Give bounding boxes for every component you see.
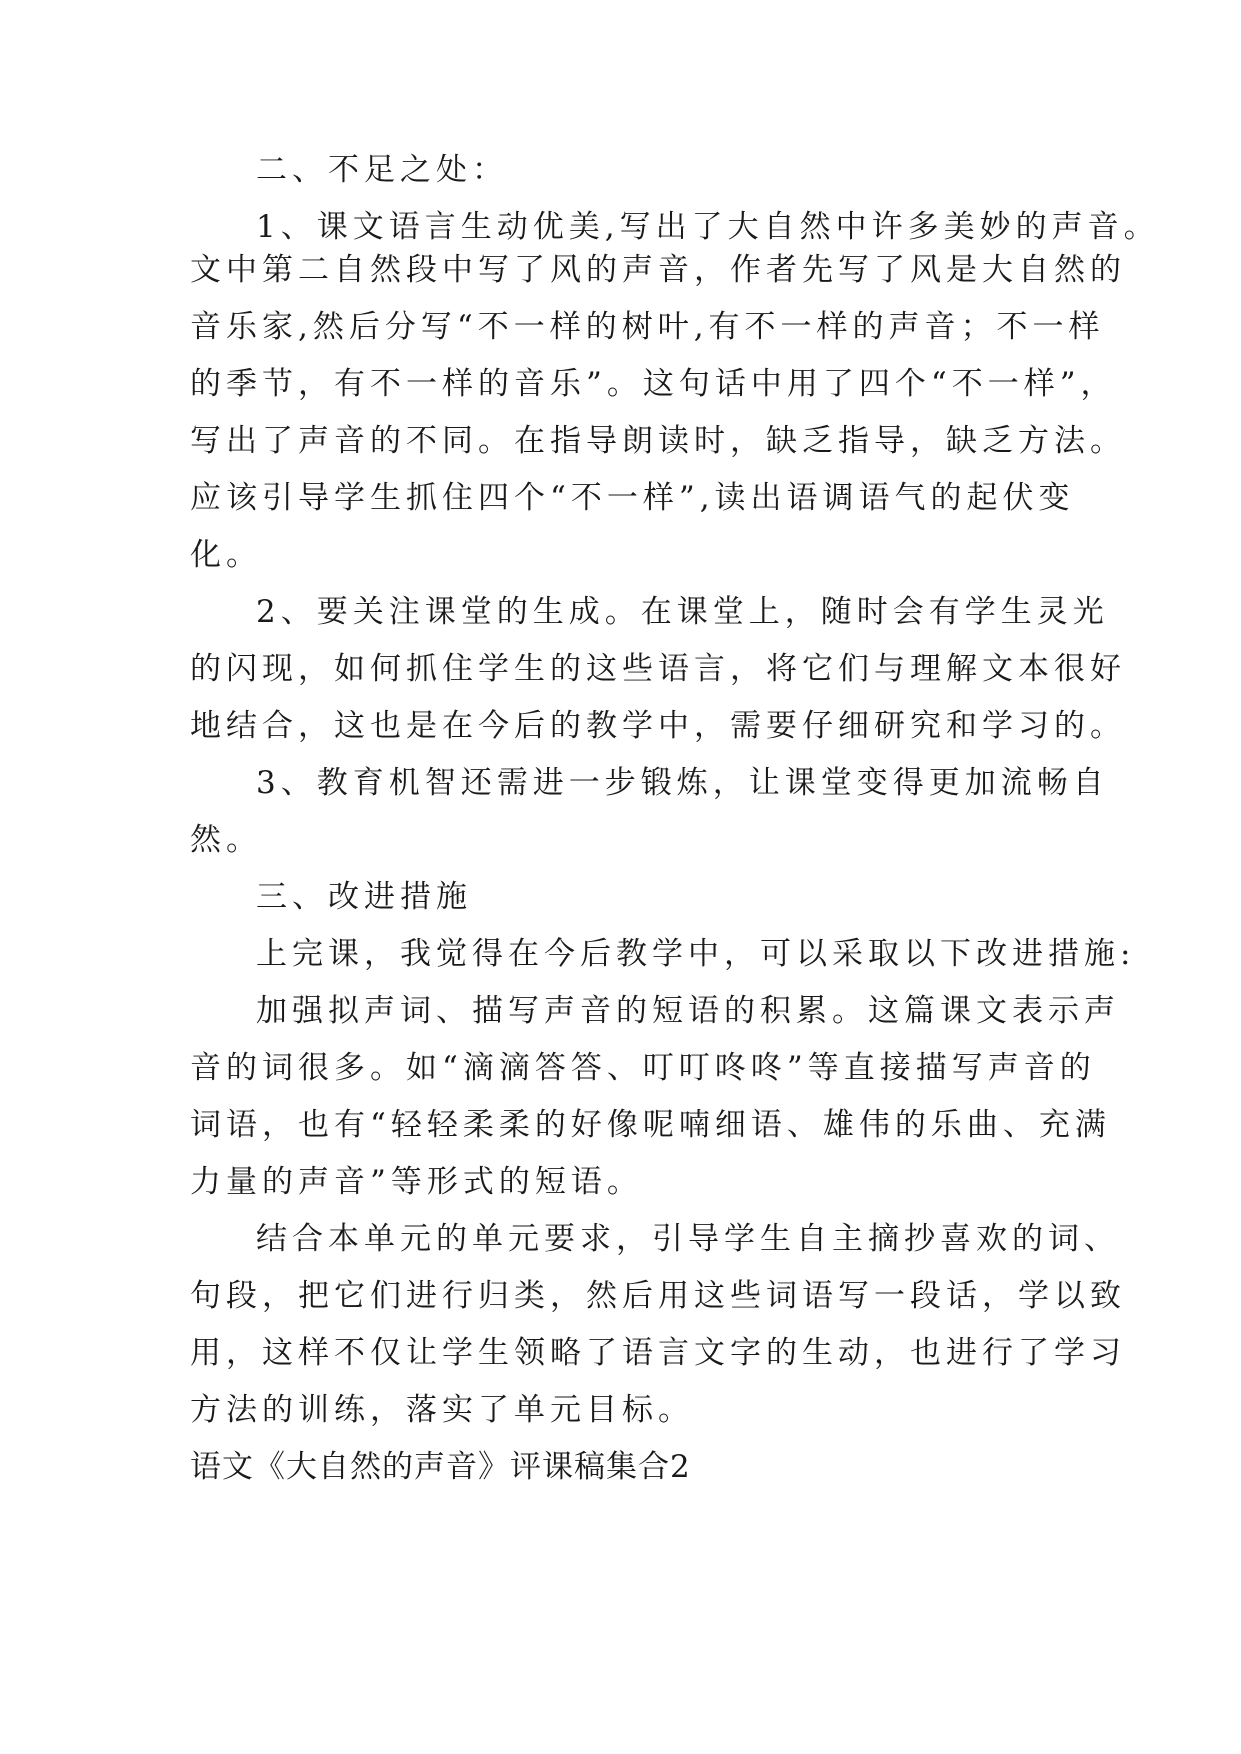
paragraph-line: 地结合，这也是在今后的教学中，需要仔细研究和学习的。 [190,708,1126,744]
paragraph-line: 写出了声音的不同。在指导朗读时，缺乏指导，缺乏方法。 [190,423,1126,459]
paragraph-line: 1、课文语言生动优美,写出了大自然中许多美妙的声音。 [256,209,1160,245]
paragraph-line: 的闪现，如何抓住学生的这些语言，将它们与理解文本很好 [190,651,1126,687]
paragraph-line: 然。 [190,822,262,858]
paragraph-line: 词语，也有“轻轻柔柔的好像呢喃细语、雄伟的乐曲、充满 [190,1107,1111,1143]
paragraph-line: 结合本单元的单元要求，引导学生自主摘抄喜欢的词、 [256,1221,1120,1257]
section-heading-shortcomings: 二、不足之处： [256,152,508,188]
paragraph-line: 句段，把它们进行归类，然后用这些词语写一段话，学以致 [190,1278,1126,1314]
paragraph-line: 用，这样不仅让学生领略了语言文字的生动，也进行了学习 [190,1335,1126,1371]
paragraph-line: 力量的声音”等形式的短语。 [190,1164,643,1200]
paragraph-line: 应该引导学生抓住四个“不一样”,读出语调语气的起伏变 [190,480,1075,516]
paragraph-line: 文中第二自然段中写了风的声音，作者先写了风是大自然的 [190,252,1126,288]
paragraph-line: 方法的训练，落实了单元目标。 [190,1392,694,1428]
paragraph-line: 音的词很多。如“滴滴答答、叮叮咚咚”等直接描写声音的 [190,1050,1096,1086]
paragraph-line: 加强拟声词、描写声音的短语的积累。这篇课文表示声 [256,993,1120,1029]
section-heading-improvements: 三、改进措施 [256,879,472,915]
paragraph-line: 2、要关注课堂的生成。在课堂上，随时会有学生灵光 [256,594,1109,630]
paragraph-line: 的季节，有不一样的音乐”。这句话中用了四个“不一样”， [190,366,1117,402]
paragraph-line: 3、教育机智还需进一步锻炼，让课堂变得更加流畅自 [256,765,1109,801]
paragraph-line: 化。 [190,537,262,573]
document-title: 语文《大自然的声音》评课稿集合2 [190,1449,691,1485]
paragraph-line: 上完课，我觉得在今后教学中，可以采取以下改进措施: [256,936,1136,972]
paragraph-line: 音乐家,然后分写“不一样的树叶,有不一样的声音；不一样 [190,309,1105,345]
